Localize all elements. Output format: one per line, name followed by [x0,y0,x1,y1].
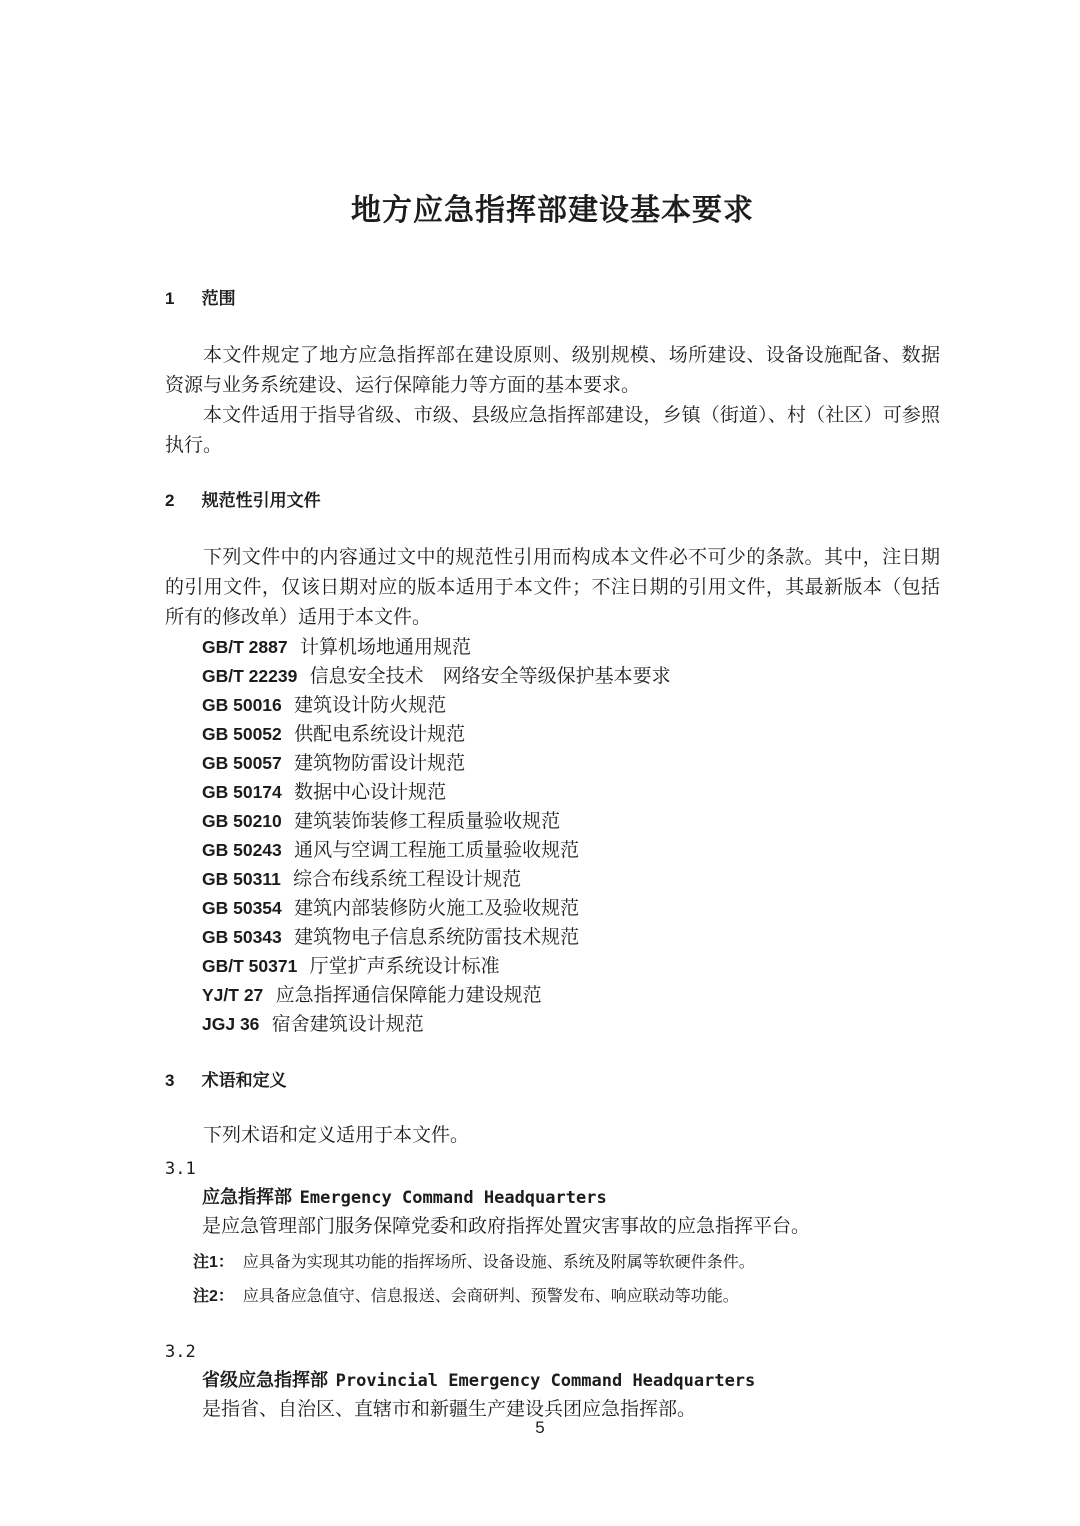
term-definition: 是指省、自治区、直辖市和新疆生产建设兵团应急指挥部。 [202,1399,697,1420]
note-text: 应具备应急值守、信息报送、会商研判、预警发布、响应联动等功能。 [242,1288,739,1305]
section-2-number: 2 [165,491,175,510]
reference-title: 建筑内部装修防火施工及验收规范 [294,898,580,919]
page-number: 5 [535,1418,545,1437]
reference-item [202,865,940,894]
terms-intro-paragraph: 下列术语和定义适用于本文件。 [203,1125,470,1146]
section-1-heading [165,287,940,311]
reference-code: GB 50343 [202,927,282,947]
reference-item [202,778,940,807]
references-list [165,633,940,1039]
section-1-label: 范围 [201,289,236,308]
reference-item [202,1010,940,1039]
reference-code: GB 50174 [202,782,282,802]
document-title: 地方应急指挥部建设基本要求 [351,194,754,227]
term-name-en: Provincial Emergency Command Headquarters [335,1371,756,1391]
reference-code: GB 50311 [202,869,281,889]
note-label: 注2： [193,1288,234,1305]
reference-title: 通风与空调工程施工质量验收规范 [294,840,580,861]
reference-code: GB/T 22239 [202,666,298,686]
reference-title: 建筑设计防火规范 [294,695,447,716]
reference-title: 计算机场地通用规范 [299,637,471,658]
reference-code: YJ/T 27 [202,985,264,1005]
note-label: 注1： [193,1254,234,1271]
term-definition: 是应急管理部门服务保障党委和政府指挥处置灾害事故的应急指挥平台。 [202,1216,811,1237]
reference-code: GB 50243 [202,840,282,860]
term-name-en: Emergency Command Headquarters [299,1188,607,1208]
reference-title: 建筑装饰装修工程质量验收规范 [294,811,561,832]
section-3-heading [165,1069,940,1093]
reference-item [202,720,940,749]
reference-code: GB/T 2887 [202,637,288,657]
reference-code: GB 50354 [202,898,282,918]
section-2-label: 规范性引用文件 [201,491,321,510]
reference-title: 综合布线系统工程设计规范 [293,869,522,890]
references-intro-paragraph: 下列文件中的内容通过文中的规范性引用而构成本文件必不可少的条款。其中，注日期的引用文件，仅该日期对应的版本适用于本文件；不注日期的引用文件，其最新版本（包括所有的修改单）适用于本文件。 [165,547,940,628]
reference-code: GB 50057 [202,753,282,773]
reference-item [202,836,940,865]
term-heading [165,1366,940,1395]
term-note-2 [165,1284,940,1310]
section-3-number: 3 [165,1071,175,1090]
reference-title: 数据中心设计规范 [294,782,447,803]
term-number: 3.1 [165,1159,196,1179]
term-note-1 [165,1250,940,1276]
term-heading [165,1183,940,1212]
scope-paragraph-2: 本文件适用于指导省级、市级、县级应急指挥部建设，乡镇（街道）、村（社区）可参照执行。 [165,405,940,456]
reference-title: 建筑物电子信息系统防雷技术规范 [294,927,580,948]
reference-code: GB 50210 [202,811,282,831]
term-name-zh: 应急指挥部 [202,1187,292,1207]
reference-item [202,633,940,662]
reference-title: 宿舍建筑设计规范 [271,1014,424,1035]
term-number: 3.2 [165,1342,196,1362]
note-text: 应具备为实现其功能的指挥场所、设备设施、系统及附属等软硬件条件。 [242,1254,755,1271]
section-1-body [165,341,940,461]
reference-item [202,662,940,691]
reference-code: GB/T 50371 [202,956,298,976]
reference-item [202,981,940,1010]
section-1-number: 1 [165,289,175,308]
term-name-zh: 省级应急指挥部 [202,1370,328,1390]
reference-item [202,952,940,981]
reference-title: 建筑物防雷设计规范 [294,753,466,774]
reference-code: JGJ 36 [202,1014,260,1034]
section-2-body [165,543,940,633]
section-2-heading [165,489,940,513]
reference-title: 供配电系统设计规范 [294,724,466,745]
reference-code: GB 50052 [202,724,282,744]
reference-code: GB 50016 [202,695,282,715]
reference-item [202,894,940,923]
reference-title: 厅堂扩声系统设计标准 [309,956,500,977]
reference-item [202,923,940,952]
reference-title: 信息安全技术 网络安全等级保护基本要求 [309,666,671,687]
scope-paragraph-1: 本文件规定了地方应急指挥部在建设原则、级别规模、场所建设、设备设施配备、数据资源与业务系统建设、运行保障能力等方面的基本要求。 [165,345,940,396]
reference-title: 应急指挥通信保障能力建设规范 [275,985,542,1006]
reference-item [202,749,940,778]
section-3-label: 术语和定义 [201,1071,287,1090]
reference-item [202,807,940,836]
reference-item [202,691,940,720]
